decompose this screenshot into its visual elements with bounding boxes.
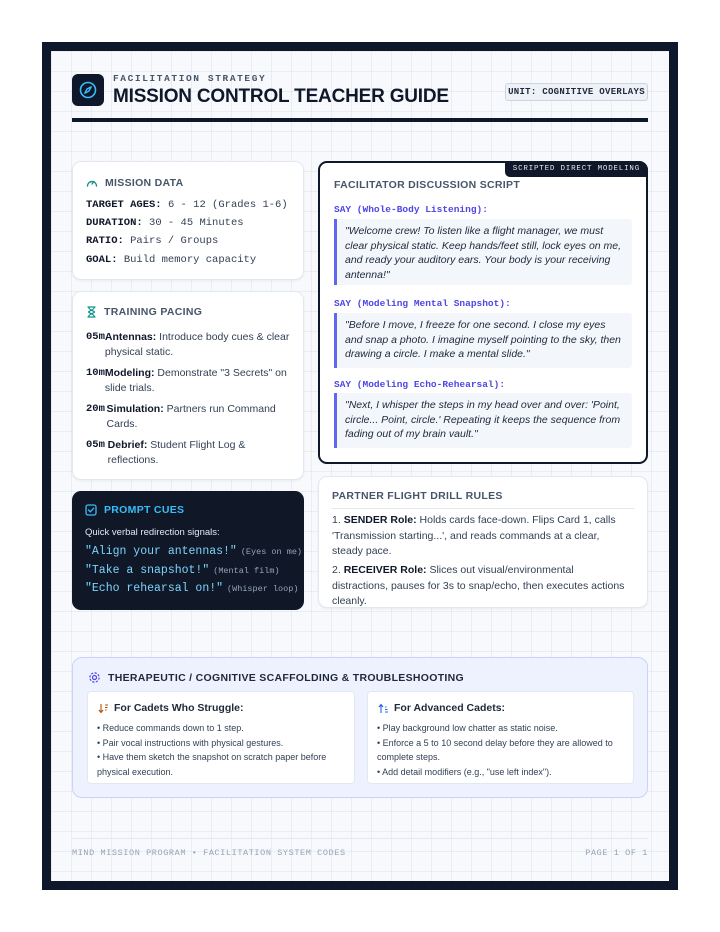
list-item: • Add detail modifiers (e.g., "use left index").	[377, 766, 552, 777]
script-quote: "Next, I whisper the steps in my head over and over: 'Point, circle... Point, circle.' Repeating it keeps the sequence from fading out of my brain vault."	[334, 393, 632, 448]
pacing-heading	[86, 306, 202, 318]
gauge-icon	[86, 177, 98, 189]
list-item: • Have them sketch the snapshot on scratch paper before physical execution.	[97, 752, 327, 777]
drill-rule: 1. SENDER Role: Holds cards face-down. Flips Card 1, calls 'Transmission starting...', and reads commands at a clear, steady pace.	[332, 514, 616, 557]
page-title: MISSION CONTROL TEACHER GUIDE	[113, 86, 449, 107]
footer-divider	[72, 838, 648, 839]
cue-item: "Echo rehearsal on!" (Whisper loop)	[85, 582, 299, 595]
drill-rules-card	[318, 476, 648, 608]
scaffolding-heading	[88, 671, 464, 684]
unit-badge: UNIT: COGNITIVE OVERLAYS	[505, 83, 648, 101]
advanced-title: For Advanced Cadets:	[378, 702, 505, 714]
mission-data-card	[72, 161, 304, 280]
struggle-title: For Cadets Who Struggle:	[98, 702, 244, 714]
script-heading: FACILITATOR DISCUSSION SCRIPT	[334, 179, 521, 191]
mission-data-heading	[86, 177, 183, 189]
say-label: SAY (Modeling Echo-Rehearsal):	[334, 379, 506, 390]
list-item: • Pair vocal instructions with physical gestures.	[97, 737, 284, 748]
training-pacing-card	[72, 291, 304, 480]
pacing-item: 05m Debrief: Student Flight Log & reflections.	[86, 439, 246, 466]
prompt-cues-heading	[85, 504, 184, 516]
footer-page-number: PAGE 1 OF 1	[585, 848, 648, 858]
say-label: SAY (Whole-Body Listening):	[334, 204, 488, 215]
compass-icon	[72, 74, 104, 106]
struggle-column	[87, 691, 355, 784]
struggle-list	[97, 721, 352, 779]
mission-row-duration: DURATION: 30 - 45 Minutes	[86, 217, 244, 229]
header-divider	[72, 118, 648, 122]
drill-rule: 2. RECEIVER Role: Slices out visual/environmental distractions, pauses for 3s to snap/echo, then executes actions cleanly.	[332, 564, 625, 607]
mission-data-heading-text: MISSION DATA	[105, 177, 184, 189]
footer-program: MIND MISSION PROGRAM • FACILITATION SYSTEM CODES	[72, 848, 346, 858]
scaffolding-heading-text: THERAPEUTIC / COGNITIVE SCAFFOLDING & TROUBLESHOOTING	[108, 671, 464, 684]
pacing-item: 20m Simulation: Partners run Command Cards.	[86, 403, 276, 430]
script-quote: "Before I move, I freeze for one second. I close my eyes and snap a photo. I imagine myself pointing to the sky, then drawing a circle. I make a mental slide."	[334, 313, 632, 368]
pacing-item: 05m Antennas: Introduce body cues & clear physical static.	[86, 331, 290, 358]
arrow-down-icon	[98, 703, 109, 714]
cue-item: "Align your antennas!" (Eyes on me)	[85, 545, 303, 558]
checkbox-icon	[85, 504, 97, 516]
mission-row-ages: TARGET AGES: 6 - 12 (Grades 1-6)	[86, 199, 288, 211]
drill-heading: PARTNER FLIGHT DRILL RULES	[332, 490, 503, 502]
cue-item: "Take a snapshot!" (Mental film)	[85, 564, 280, 577]
list-item: • Play background low chatter as static noise.	[377, 723, 558, 733]
mission-row-goal: GOAL: Build memory capacity	[86, 254, 257, 266]
advanced-list	[377, 721, 632, 779]
scaffolding-panel	[72, 657, 648, 798]
say-label: SAY (Modeling Mental Snapshot):	[334, 298, 511, 309]
arrow-up-icon	[378, 703, 389, 714]
facilitator-script-card	[318, 161, 648, 464]
mission-row-ratio: RATIO: Pairs / Groups	[86, 235, 219, 247]
hourglass-icon	[86, 306, 97, 318]
advanced-column	[367, 691, 634, 784]
script-quote: "Welcome crew! To listen like a flight manager, we must clear physical static. Keep hands/feet still, lock eyes on me, and ready your auditory ears. Your body is your receiving antenna!"	[334, 219, 632, 285]
prompt-cues-card	[72, 491, 304, 610]
header-kicker: FACILITATION STRATEGY	[113, 73, 267, 84]
prompt-cues-intro: Quick verbal redirection signals:	[85, 527, 220, 538]
list-item: • Reduce commands down to 1 step.	[97, 723, 244, 733]
drill-divider	[332, 508, 634, 509]
pacing-heading-text: TRAINING PACING	[104, 306, 203, 318]
prompt-cues-heading-text: PROMPT CUES	[104, 504, 185, 516]
gear-icon	[88, 671, 101, 684]
script-tag: SCRIPTED DIRECT MODELING	[505, 161, 648, 177]
list-item: • Enforce a 5 to 10 second delay before they are allowed to complete steps.	[377, 737, 613, 762]
pacing-item: 10m Modeling: Demonstrate "3 Secrets" on slide trials.	[86, 367, 287, 394]
